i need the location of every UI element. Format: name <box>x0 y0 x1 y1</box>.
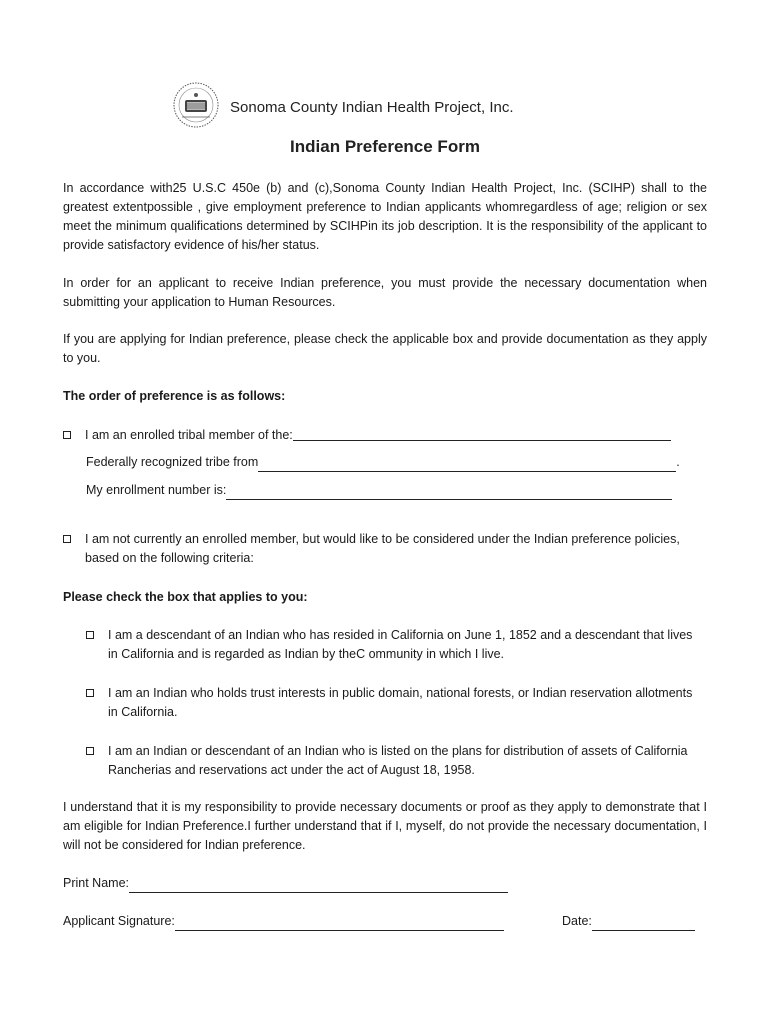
enrolled-checkbox[interactable] <box>63 431 71 439</box>
enrolled-option-row <box>63 426 671 445</box>
criteria-heading: Please check the box that applies to you: <box>63 590 308 604</box>
print-name-row <box>63 874 508 893</box>
form-title: Indian Preference Form <box>290 137 480 156</box>
not-enrolled-option-row <box>63 530 707 568</box>
letterhead <box>172 80 514 130</box>
order-heading: The order of preference is as follows: <box>63 389 286 403</box>
tribe-suffix: . <box>676 455 680 469</box>
acknowledgement-paragraph: I understand that it is my responsibility to provide necessary documents or proof as they apply to demonstrate that I am eligible for Indian Preference.I further understand that if I, myself, do not provide the necessary documentation, I will not be considered for Indian preference. <box>63 800 707 852</box>
enrolled-tribe-field[interactable] <box>293 426 671 441</box>
date-label: Date: <box>562 914 592 928</box>
criteria-label: I am a descendant of an Indian who has resided in California on June 1, 1852 and a descendant that lives in California and is regarded as Indian by theC ommunity in which I live. <box>108 628 693 661</box>
print-name-label: Print Name: <box>63 876 129 890</box>
criteria-item <box>86 684 706 722</box>
tribe-row <box>86 453 680 472</box>
intro-paragraph: In accordance with25 U.S.C 450e (b) and (c),Sonoma County Indian Health Project, Inc. (SCIHP) shall to the greatest extentpossible , give employment preference to Indian applicants whomregardless of age; religion or sex meet the minimum qualifications determined by SCIHPin its job description. It is the responsibility of the applicant to provide satisfactory evidence of his/her status. <box>63 181 707 252</box>
not-enrolled-checkbox[interactable] <box>63 535 71 543</box>
criteria-item <box>86 742 706 780</box>
applicant-signature-field[interactable] <box>175 916 504 931</box>
print-name-field[interactable] <box>129 878 508 893</box>
applying-paragraph: If you are applying for Indian preference, please check the applicable box and provide documentation as they apply to you. <box>63 332 707 365</box>
applicant-signature-row <box>63 912 504 931</box>
criteria-item <box>86 626 706 664</box>
documentation-paragraph: In order for an applicant to receive Indian preference, you must provide the necessary documentation when submitting your application to Human Resources. <box>63 276 707 309</box>
enrolled-option-label: I am an enrolled tribal member of the: <box>85 428 293 442</box>
enrollment-number-label: My enrollment number is: <box>86 483 227 497</box>
criteria-label: I am an Indian or descendant of an Indian who is listed on the plans for distribution of assets of California Rancherias and reservations act under the act of August 18, 1958. <box>108 744 688 777</box>
criteria-checkbox[interactable] <box>86 689 94 697</box>
organization-seal-logo <box>172 81 220 129</box>
date-field[interactable] <box>592 916 695 931</box>
not-enrolled-option-label: I am not currently an enrolled member, but would like to be considered under the Indian preference policies, based on the following criteria: <box>85 532 680 565</box>
criteria-checkbox[interactable] <box>86 747 94 755</box>
organization-name: Sonoma County Indian Health Project, Inc. <box>230 98 514 116</box>
tribe-label: Federally recognized tribe from <box>86 455 259 469</box>
applicant-signature-label: Applicant Signature: <box>63 914 175 928</box>
enrollment-number-field[interactable] <box>226 485 672 500</box>
enrollment-number-row <box>86 481 672 500</box>
tribe-field[interactable] <box>258 457 676 472</box>
criteria-label: I am an Indian who holds trust interests in public domain, national forests, or Indian reservation allotments in California. <box>108 686 693 719</box>
date-row <box>562 912 695 931</box>
criteria-checkbox[interactable] <box>86 631 94 639</box>
